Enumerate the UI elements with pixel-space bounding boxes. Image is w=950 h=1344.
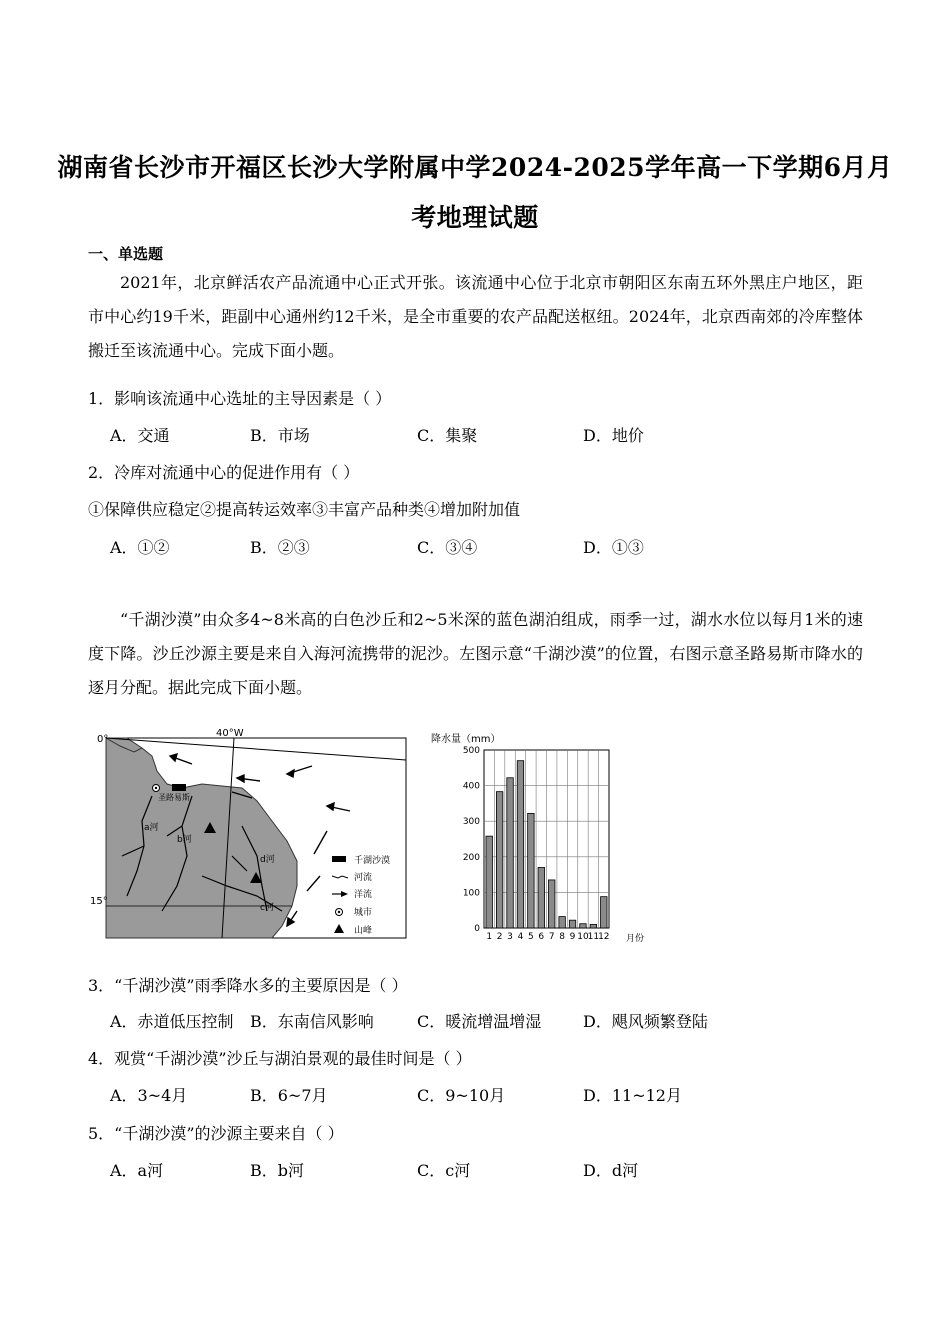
- legend-desert: 千湖沙漠: [354, 856, 391, 866]
- passage-2: “千湖沙漠”由众多4~8米高的白色沙丘和2~5米深的蓝色湖泊组成，雨季一过，湖水水位以每月1米的速度下降。沙丘沙源主要是来自入海河流携带的泥沙。左图示意“千湖沙漠”的位置，右图示意圣路易斯市降水的逐月分配。据此完成下面小题。: [88, 610, 863, 697]
- chart-xlabel: 月份: [626, 934, 645, 944]
- lat-15-label: 15°: [90, 896, 108, 907]
- q3-option-a[interactable]: A．赤道低压控制: [110, 1012, 234, 1031]
- y-tick-label: 200: [462, 852, 480, 863]
- legend-city: 城市: [354, 908, 373, 918]
- passage-1: 2021年，北京鲜活农产品流通中心正式开张。该流通中心位于北京市朝阳区东南五环外黑庄户地区，距市中心约19千米，距副中心通州约12千米，是全市重要的农产品配送枢纽。2024年，北京西南郊的冷库整体搬迁至该流通中心。完成下面小题。: [88, 273, 863, 360]
- title-line-1: 湖南省长沙市开福区长沙大学附属中学2024-2025学年高一下学期6月月: [57, 153, 893, 182]
- y-tick-label: 400: [462, 781, 480, 792]
- q2-option-b[interactable]: B．②③: [250, 538, 310, 557]
- lon-40w-label: 40°W: [216, 728, 244, 739]
- q3-option-d[interactable]: D．飓风频繁登陆: [583, 1012, 708, 1031]
- x-tick-label: 2: [496, 932, 503, 942]
- city-label: 圣路易斯: [158, 793, 190, 802]
- q1-option-b[interactable]: B．市场: [250, 426, 310, 445]
- bar-month-7: [548, 880, 554, 928]
- lat-0-label: 0°: [97, 734, 109, 745]
- q4-option-c[interactable]: C．9~10月: [417, 1086, 506, 1105]
- river-a-label: a河: [144, 823, 159, 833]
- x-tick-label: 8: [559, 932, 565, 942]
- bar-month-1: [486, 836, 492, 928]
- x-tick-label: 10: [577, 932, 589, 942]
- y-tick-label: 500: [462, 746, 480, 756]
- qianhu-desert: [172, 784, 186, 791]
- bar-month-4: [517, 761, 523, 928]
- chart-y-ticks: [463, 746, 480, 934]
- chart-x-ticks: [486, 932, 609, 942]
- q3-option-c[interactable]: C．暖流增温增湿: [417, 1012, 542, 1031]
- river-d-label: d河: [260, 855, 275, 865]
- y-tick-label: 300: [462, 817, 480, 828]
- bar-month-9: [569, 920, 575, 928]
- bar-month-5: [528, 813, 534, 928]
- river-c-label: c河: [260, 903, 274, 913]
- question-2-stem: 2．冷库对流通中心的促进作用有（ ）: [88, 463, 360, 482]
- legend-river: 河流: [354, 873, 373, 883]
- q4-option-d[interactable]: D．11~12月: [583, 1086, 682, 1105]
- q5-option-b[interactable]: B．b河: [250, 1161, 305, 1180]
- legend-peak: 山峰: [354, 926, 373, 936]
- x-tick-label: 9: [569, 932, 576, 942]
- q5-option-c[interactable]: C．c河: [417, 1161, 471, 1180]
- legend-current: 洋流: [354, 890, 373, 900]
- bar-month-12: [601, 897, 607, 928]
- x-tick-label: 5: [528, 932, 534, 942]
- q5-option-d[interactable]: D．d河: [583, 1161, 639, 1180]
- bar-month-11: [590, 924, 596, 928]
- bar-month-2: [496, 792, 502, 928]
- q4-option-b[interactable]: B．6~7月: [250, 1086, 328, 1105]
- bar-month-10: [580, 924, 586, 928]
- q1-option-d[interactable]: D．地价: [583, 426, 644, 445]
- river-b-label: b河: [177, 835, 192, 845]
- x-tick-label: 6: [538, 932, 545, 942]
- q3-option-b[interactable]: B．东南信风影响: [250, 1012, 374, 1031]
- x-tick-label: 12: [598, 932, 610, 942]
- precipitation-chart: [428, 730, 658, 944]
- question-2-items: ①保障供应稳定②提高转运效率③丰富产品种类④增加附加值: [88, 500, 521, 519]
- title-line-2: 考地理试题: [411, 203, 539, 232]
- question-5-stem: 5．“千湖沙漠”的沙源主要来自（ ）: [88, 1124, 344, 1143]
- y-tick-label: 0: [474, 924, 480, 934]
- question-1-stem: 1．影响该流通中心选址的主导因素是（ ）: [88, 389, 392, 408]
- q2-option-d[interactable]: D．①③: [583, 538, 644, 557]
- y-tick-label: 100: [462, 888, 480, 899]
- bar-month-3: [507, 778, 513, 928]
- bar-month-8: [559, 917, 565, 928]
- bar-month-6: [538, 867, 544, 928]
- x-tick-label: 11: [587, 932, 600, 942]
- q1-option-c[interactable]: C．集聚: [417, 426, 478, 445]
- q2-option-a[interactable]: A．①②: [110, 538, 170, 557]
- x-tick-label: 1: [486, 932, 493, 942]
- chart-ylabel: 降水量（mm）: [431, 734, 501, 745]
- q1-option-a[interactable]: A．交通: [110, 426, 170, 445]
- section-heading: 一、单选题: [88, 245, 164, 263]
- x-tick-label: 3: [507, 932, 513, 942]
- q4-option-a[interactable]: A．3~4月: [110, 1086, 188, 1105]
- q5-option-a[interactable]: A．a河: [110, 1161, 164, 1180]
- question-4-stem: 4．观赏“千湖沙漠”沙丘与湖泊景观的最佳时间是（ ）: [88, 1049, 472, 1068]
- question-3-stem: 3．“千湖沙漠”雨季降水多的主要原因是（ ）: [88, 976, 408, 995]
- q2-option-c[interactable]: C．③④: [417, 538, 478, 557]
- location-map: [82, 726, 412, 946]
- x-tick-label: 4: [517, 932, 524, 942]
- x-tick-label: 7: [548, 932, 555, 942]
